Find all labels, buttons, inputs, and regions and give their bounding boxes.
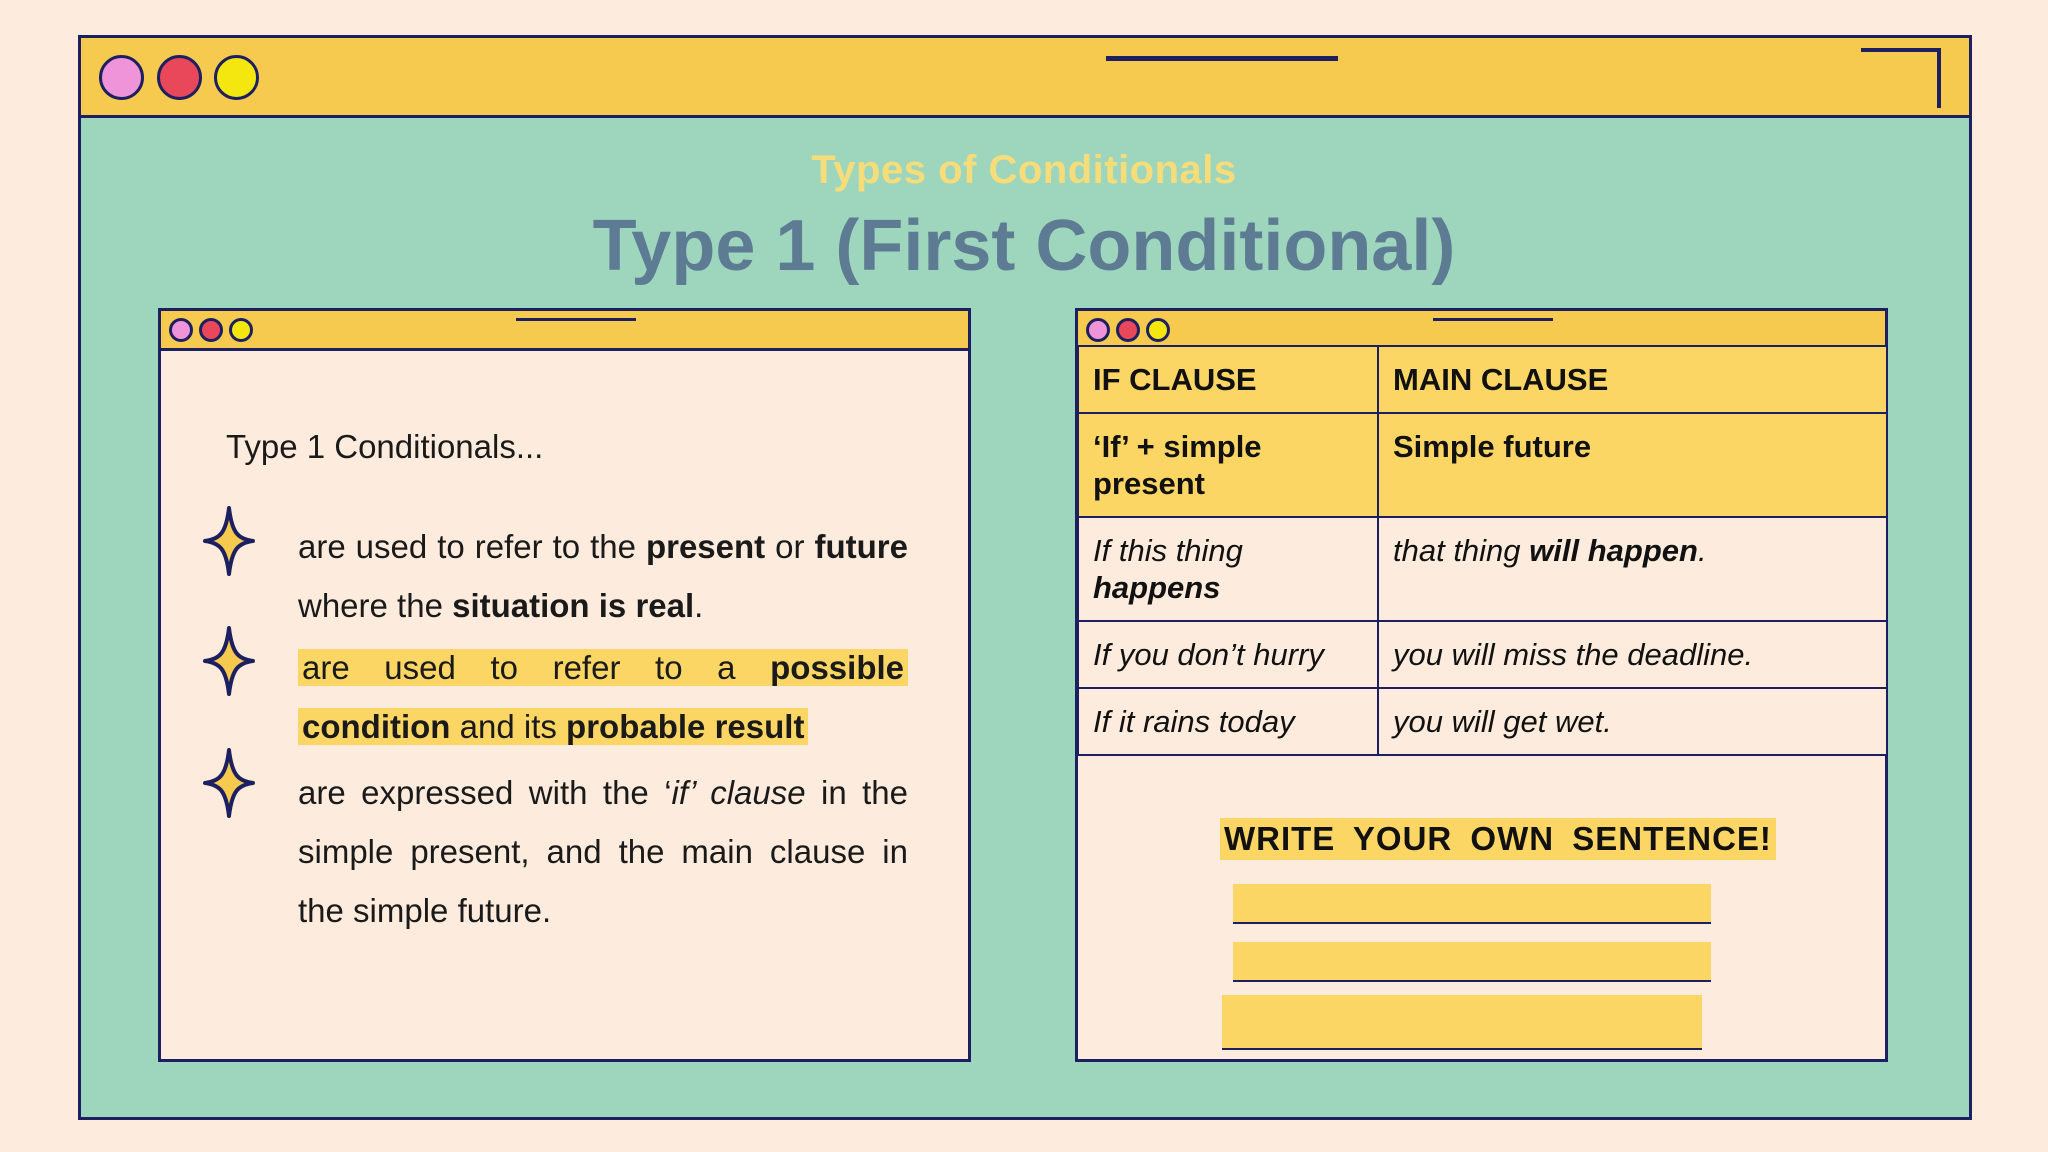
corner-bracket-icon — [1861, 48, 1941, 108]
title-bar-line — [1106, 56, 1338, 61]
table-row — [1078, 688, 1887, 755]
pink-circle-icon — [1086, 318, 1110, 342]
table-cell: If it rains today — [1078, 688, 1378, 755]
table-cell: you will miss the deadline. — [1378, 621, 1887, 688]
slide-title: Type 1 (First Conditional) — [592, 206, 1456, 286]
answer-line[interactable] — [1233, 942, 1711, 982]
answer-line[interactable] — [1233, 884, 1711, 924]
red-circle-icon — [199, 318, 223, 342]
if-clause-header: IF CLAUSE — [1078, 346, 1378, 413]
intro-text: Type 1 Conditionals... — [226, 428, 544, 465]
title-bar-line — [516, 318, 636, 321]
answer-line[interactable] — [1222, 995, 1702, 1050]
bullet-2 — [298, 638, 908, 756]
red-circle-icon — [1116, 318, 1140, 342]
sparkle-icon — [202, 747, 256, 819]
yellow-circle-icon — [1146, 318, 1170, 342]
table-row — [1078, 517, 1887, 621]
title-bar-line — [1433, 318, 1553, 321]
yellow-circle-icon — [214, 55, 259, 100]
yellow-circle-icon — [229, 318, 253, 342]
table-cell: If this thing happens — [1078, 517, 1378, 621]
pink-circle-icon — [99, 55, 144, 100]
main-clause-header: MAIN CLAUSE — [1378, 346, 1887, 413]
table-row — [1078, 413, 1887, 517]
left-panel-title-bar — [161, 311, 968, 351]
slide-subtitle: Types of Conditionals — [811, 148, 1237, 192]
table-header-row — [1078, 346, 1887, 413]
bullet-3: are expressed with the ‘if’ clause in the simple present, and the main clause in the simple future. — [298, 774, 909, 929]
sparkle-icon — [202, 505, 256, 577]
window-title-bar — [81, 38, 1969, 118]
main-form-cell: Simple future — [1378, 413, 1887, 517]
if-form-cell: ‘If’ + simple present — [1078, 413, 1378, 517]
sparkle-icon — [202, 625, 256, 697]
red-circle-icon — [157, 55, 202, 100]
bullet-1: are used to refer to the present or future where the situation is real. — [298, 528, 908, 624]
highlighted-text: are used to refer to a possible condition and its probable result — [298, 649, 908, 745]
table-cell: that thing will happen. — [1378, 517, 1887, 621]
pink-circle-icon — [169, 318, 193, 342]
conditional-table — [1077, 345, 1888, 756]
table-row — [1078, 621, 1887, 688]
table-cell: you will get wet. — [1378, 688, 1887, 755]
write-prompt: WRITE YOUR OWN SENTENCE! — [1220, 818, 1776, 860]
table-cell: If you don’t hurry — [1078, 621, 1378, 688]
